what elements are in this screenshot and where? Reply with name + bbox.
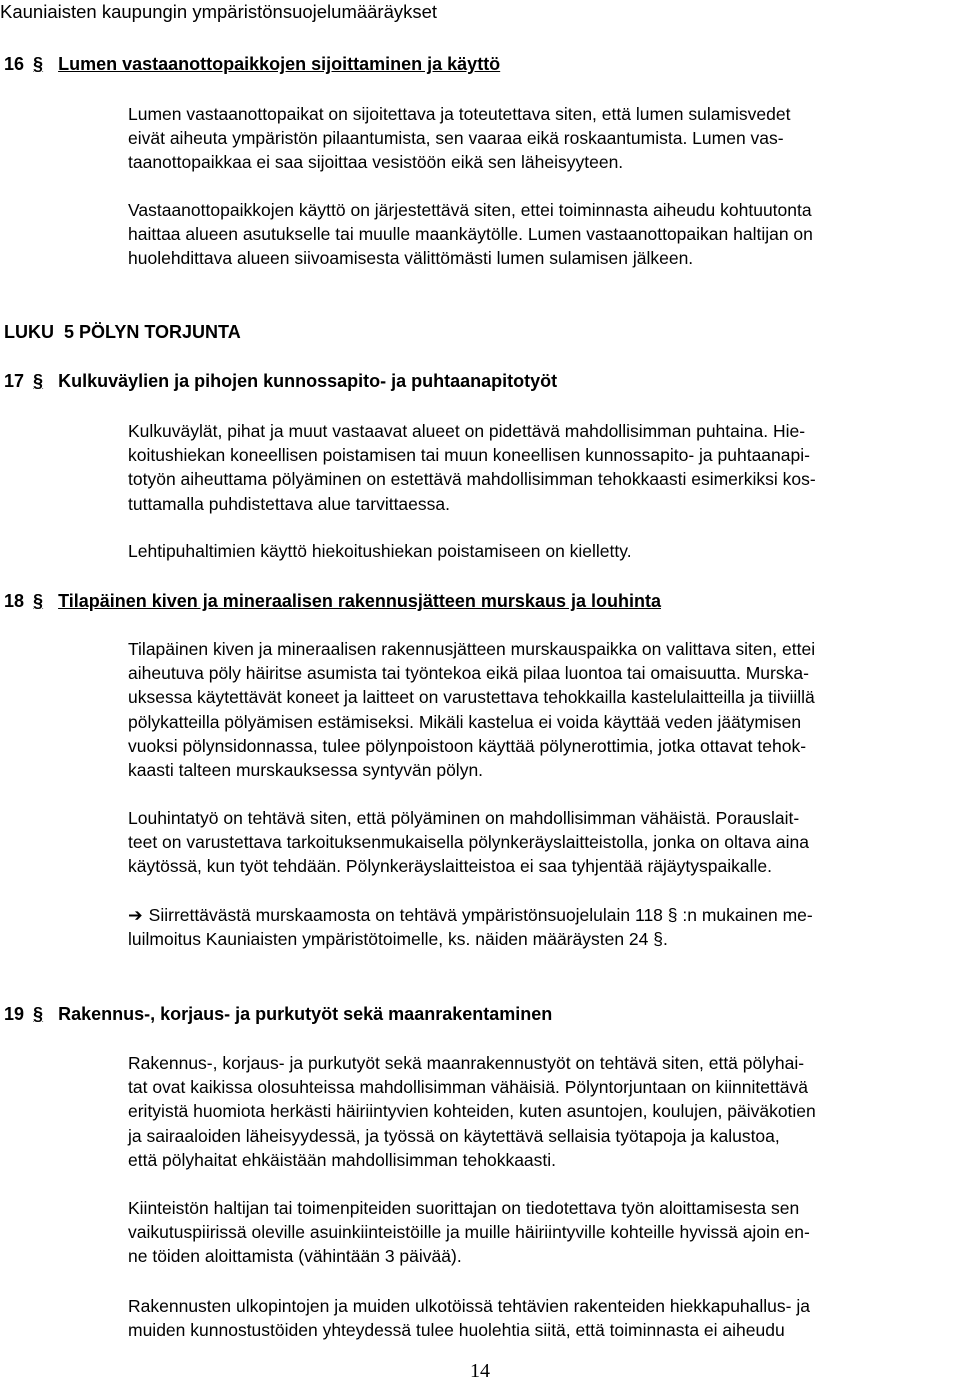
section-number: 17	[4, 371, 25, 391]
paragraph	[128, 198, 813, 271]
text-line: huolehdittava alueen siivoamisesta välittömästi lumen sulamisen jälkeen.	[128, 248, 694, 269]
paragraph	[128, 1051, 816, 1172]
text-line: kaasti talteen murskauksessa syntyvän pölyn.	[128, 760, 484, 781]
text-line: tuttamalla puhdistettava alue tarvittaessa.	[128, 493, 450, 514]
text-line-content: Siirrettävästä murskaamosta on tehtävä ympäristönsuojelulain 118 § :n mukainen me-	[148, 905, 813, 925]
text-line: haittaa alueen asutukselle tai muulle maankäytölle. Lumen vastaanottopaikan haltijan on	[128, 224, 813, 245]
text-line: Kulkuväylät, pihat ja muut vastaavat alueet on pidettävä mahdollisimman puhtaina. Hie-	[128, 421, 806, 441]
section-heading-18	[4, 590, 661, 612]
text-line: Rakennusten ulkopintojen ja muiden ulkotöissä tehtävien rakenteiden hiekkapuhallus- ja	[128, 1296, 810, 1316]
text-line: tat ovat kaikissa olosuhteissa mahdollisimman vähäisiä. Pölyntorjuntaan on kiinnitettävä	[128, 1077, 808, 1098]
text-line: ja sairaaloiden läheisyydessä, ja työssä on käytettävä sellaisia työtapoja ja kalustoa,	[128, 1125, 780, 1146]
text-line: Lehtipuhaltimien käyttö hiekoitushiekan poistamiseen on kielletty.	[128, 541, 632, 561]
paragraph	[128, 1294, 810, 1342]
text-line: Vastaanottopaikkojen käyttö on järjestettävä siten, ettei toiminnasta aiheudu kohtuutonta	[128, 200, 812, 220]
section-heading-19	[4, 1003, 552, 1025]
paragraph	[128, 539, 632, 563]
paragraph	[128, 806, 809, 879]
text-line: Louhintatyö on tehtävä siten, että pölyäminen on mahdollisimman vähäistä. Porauslait-	[128, 808, 800, 828]
text-line: eivät aiheuta ympäristön pilaantumista, sen vaaraa eikä roskaantumista. Lumen vas-	[128, 128, 784, 149]
section-title: Tilapäinen kiven ja mineraalisen rakennusjätteen murskaus ja louhinta	[58, 591, 661, 611]
section-number: 18	[4, 591, 25, 611]
section-title: Rakennus-, korjaus- ja purkutyöt sekä maanrakentaminen	[58, 1004, 553, 1024]
right-arrow-icon: ➔	[128, 905, 143, 925]
section-number: 19	[4, 1004, 25, 1024]
text-line: Kiinteistön haltijan tai toimenpiteiden suorittajan on tiedotettava työn aloittamisesta sen	[128, 1198, 800, 1218]
text-line: teet on varustettava tarkoituksenmukaisella pölynkeräyslaitteistolla, jonka on oltava aina	[128, 832, 809, 853]
section-title: Lumen vastaanottopaikkojen sijoittaminen ja käyttö	[58, 54, 501, 74]
section-symbol: §	[33, 54, 44, 74]
section-heading-16	[4, 53, 500, 75]
text-line: koitushiekan koneellisen poistamisen tai muun koneellisen kunnossapito- ja puhtaanapi-	[128, 445, 810, 466]
running-header: Kauniaisten kaupungin ympäristönsuojelumääräykset	[0, 1, 438, 22]
text-line: muiden kunnostustöiden yhteydessä tulee huolehtia siitä, että toiminnasta ei aiheudu	[128, 1320, 785, 1341]
paragraph	[128, 419, 816, 516]
text-line: että pölyhaitat ehkäistään mahdollisimman tehokkaasti.	[128, 1149, 557, 1170]
text-line: Tilapäinen kiven ja mineraalisen rakennusjätteen murskauspaikka on valittava siten, ettei	[128, 639, 816, 659]
text-line: uksessa käytettävät koneet ja laitteet on varustettava tehokkailla kastelulaitteilla ja tiiviillä	[128, 687, 815, 708]
text-line: Rakennus-, korjaus- ja purkutyöt sekä maanrakennustyöt on tehtävä siten, että pölyhai-	[128, 1053, 805, 1073]
paragraph	[128, 102, 790, 175]
section-heading-17	[4, 370, 557, 392]
text-line: totyön aiheuttama pölyäminen on estettävä mahdollisimman tehokkaasti esimerkiksi kos-	[128, 469, 816, 490]
text-line: erityistä huomiota herkästi häiriintyvien kohteiden, kuten asuntojen, koulujen, päiväkotien	[128, 1101, 816, 1122]
paragraph	[128, 637, 815, 782]
text-line: käytössä, kun työt tehdään. Pölynkeräyslaitteistoa ei saa tyhjentää räjäytyspaikalle.	[128, 856, 772, 877]
section-title: Kulkuväylien ja pihojen kunnossapito- ja puhtaanapitotyöt	[58, 371, 558, 391]
section-number: 16	[4, 54, 25, 74]
text-line: pölykatteilla pölyämisen estämiseksi. Mikäli kastelua ei voida käyttää veden jäätymisen	[128, 711, 802, 732]
text-line: vuoksi pölynsidonnassa, tulee pölynpoistoon käyttää pölynerottimia, jotka ottavat tehok-	[128, 735, 807, 756]
text-line: taanottopaikkaa ei saa sijoittaa vesistöön eikä sen läheisyyteen.	[128, 152, 624, 173]
paragraph	[128, 1196, 810, 1269]
page-number: 14	[470, 1360, 490, 1382]
text-line	[128, 903, 813, 927]
section-symbol: §	[33, 591, 44, 611]
text-line: luilmoitus Kauniaisten ympäristötoimelle, ks. näiden määräysten 24 §.	[128, 929, 668, 950]
section-symbol: §	[33, 1004, 44, 1024]
text-line: ne töiden aloittamista (vähintään 3 päivää).	[128, 1246, 462, 1267]
text-line: aiheutuva pöly häiritse asumista tai työntekoa eikä pilaa luontoa tai omaisuutta. Murska-	[128, 663, 809, 684]
chapter-heading: LUKU 5 PÖLYN TORJUNTA	[4, 322, 241, 342]
paragraph-note	[128, 903, 813, 951]
text-line: vaikutuspiirissä oleville asuinkiinteistöille ja muille häiriintyville kohteille hyvissä ajoin en-	[128, 1222, 810, 1243]
text-line: Lumen vastaanottopaikat on sijoitettava ja toteutettava siten, että lumen sulamisvedet	[128, 104, 791, 124]
section-symbol: §	[33, 371, 44, 391]
